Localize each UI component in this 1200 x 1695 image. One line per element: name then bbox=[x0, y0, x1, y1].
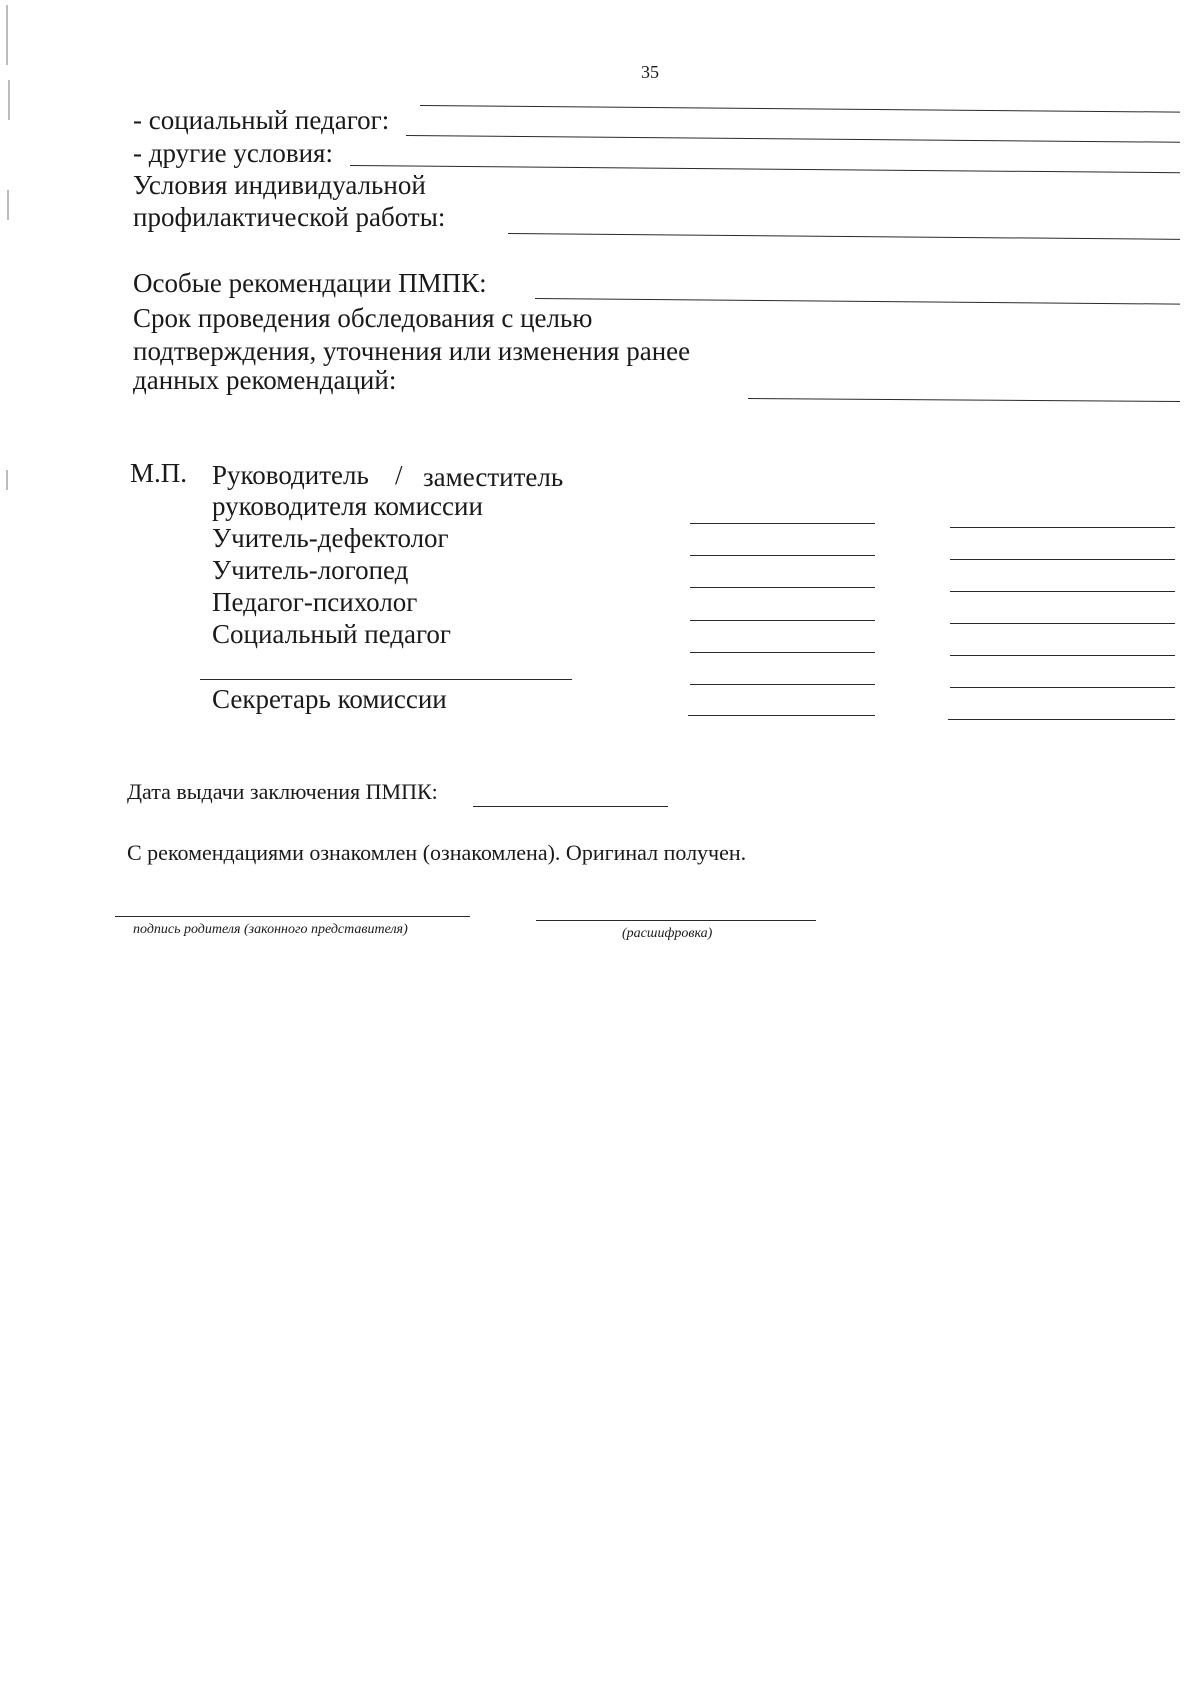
role-speech-therapist: Учитель-логопед bbox=[212, 555, 409, 585]
transcript-line bbox=[950, 655, 1175, 656]
parent-signature-line bbox=[115, 916, 470, 917]
role-defectologist: Учитель-дефектолог bbox=[212, 523, 449, 553]
transcript-line bbox=[948, 719, 1175, 720]
other-conditions-line bbox=[350, 165, 1180, 173]
prevention-label-line1: Условия индивидуальной bbox=[133, 170, 426, 200]
signature-line bbox=[690, 620, 875, 621]
social-teacher-line bbox=[406, 135, 1180, 143]
issue-date-line bbox=[473, 806, 668, 807]
transcript-line bbox=[950, 623, 1175, 624]
head-slash: / bbox=[395, 460, 403, 490]
special-recommendations-line bbox=[535, 298, 1180, 305]
social-teacher-line-upper bbox=[420, 105, 1180, 113]
signature-line bbox=[690, 587, 875, 588]
prevention-line bbox=[508, 233, 1180, 240]
exam-term-label-line2: подтверждения, уточнения или изменения ранее bbox=[133, 336, 691, 366]
secretary-label: Секретарь комиссии bbox=[212, 684, 447, 714]
transcript-line bbox=[950, 527, 1175, 528]
signature-line bbox=[690, 523, 875, 524]
other-conditions-label: - другие условия: bbox=[133, 138, 333, 168]
transcript-line bbox=[950, 591, 1175, 592]
secretary-signature-line bbox=[200, 679, 572, 680]
prevention-label-line2: профилактической работы: bbox=[133, 202, 446, 232]
transcript-line bbox=[950, 687, 1175, 688]
exam-term-label-line3: данных рекомендаций: bbox=[133, 365, 397, 395]
page-number: 35 bbox=[641, 62, 659, 82]
issue-date-label: Дата выдачи заключения ПМПК: bbox=[127, 779, 438, 804]
scan-edge-mark bbox=[7, 190, 9, 220]
special-recommendations-label: Особые рекомендации ПМПК: bbox=[133, 268, 487, 298]
signature-line bbox=[690, 652, 875, 653]
signature-line bbox=[690, 555, 875, 556]
exam-term-label-line1: Срок проведения обследования с целью bbox=[133, 303, 593, 333]
parent-signature-caption: подпись родителя (законного представителя) bbox=[133, 922, 408, 937]
scan-edge-mark bbox=[6, 5, 8, 65]
deputy-label: заместитель bbox=[423, 462, 564, 492]
transcript-line bbox=[950, 559, 1175, 560]
scan-edge-mark bbox=[8, 80, 10, 120]
head-label-line2: руководителя комиссии bbox=[212, 491, 483, 521]
stamp-label: М.П. bbox=[130, 458, 188, 488]
social-teacher-label: - социальный педагог: bbox=[133, 105, 390, 135]
role-social-teacher: Социальный педагог bbox=[212, 619, 451, 649]
signature-line bbox=[690, 684, 875, 685]
transcript-signature-line bbox=[536, 920, 816, 921]
head-label: Руководитель bbox=[212, 460, 369, 490]
acknowledgement-text: С рекомендациями ознакомлен (ознакомлена). Оригинал получен. bbox=[127, 840, 747, 865]
exam-term-line bbox=[748, 398, 1180, 402]
transcript-caption: (расшифровка) bbox=[622, 926, 713, 941]
scan-edge-mark bbox=[6, 470, 8, 490]
role-psychologist: Педагог-психолог bbox=[212, 587, 418, 617]
signature-line bbox=[688, 715, 875, 716]
